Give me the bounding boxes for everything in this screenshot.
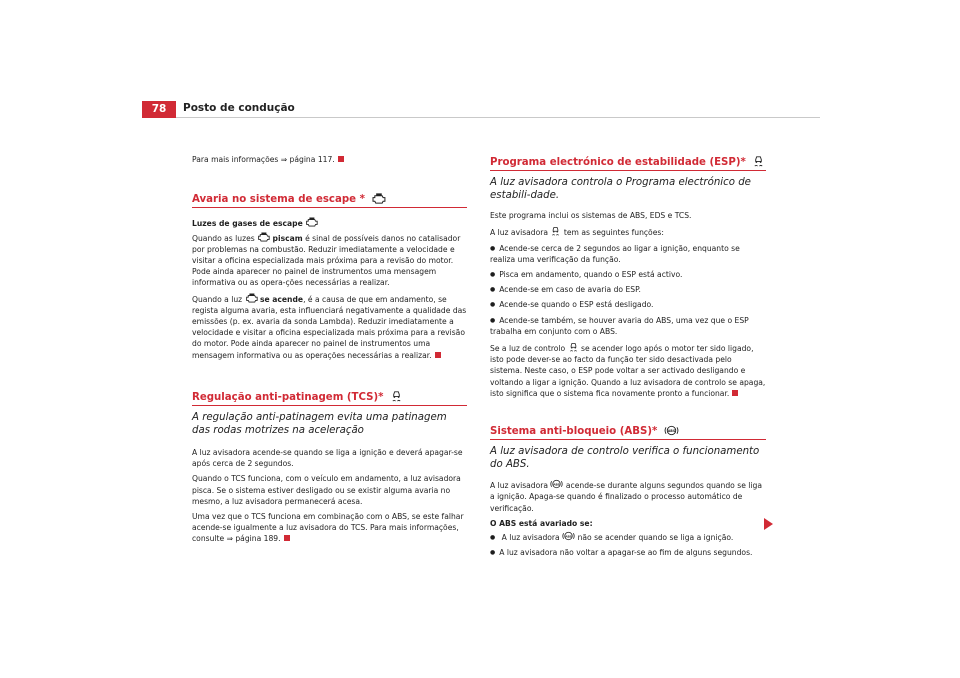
esp-paragraph-3 [490, 341, 766, 399]
esp-p2-start: A luz avisadora [490, 228, 549, 238]
skid-car-icon [390, 389, 403, 402]
abs-paragraph-1 [490, 479, 766, 514]
abs-b1-rest: não se acender quando se liga a ignição. [577, 533, 734, 543]
esp-bullet-list [490, 243, 766, 337]
page-number: 78 [142, 101, 176, 118]
skid-car-icon [568, 341, 579, 352]
tcs-heading-text: Regulação anti-patinagem (TCS)* [192, 391, 384, 403]
exhaust-p1-bold: piscam [272, 233, 303, 243]
page-title: Posto de condução [183, 102, 295, 114]
engine-warning-icon [305, 217, 318, 227]
list-item [490, 531, 766, 543]
exhaust-p1-start: Quando as luzes [192, 233, 255, 243]
exhaust-heading-text: Avaria no sistema de escape * [192, 194, 365, 206]
esp-p3-rest: se acender logo após o motor ter sido ligado, isto pode dever-se ao facto da função ter sido desactivada pelo sistema. Neste caso, o ESP pode voltar a ser activado desligando e voltando a ligar a ignição. Quando a luz avisadora de controlo se apaga, isto significa que o sistema fica novamente pronto a funcionar. [490, 344, 766, 398]
list-item: ● A luz avisadora não voltar a apagar-se ao fim de alguns segundos. [490, 547, 766, 558]
list-item: ● Acende-se em caso de avaria do ESP. [490, 284, 766, 295]
abs-p1-rest: acende-se durante alguns segundos quando se liga a ignição. Apaga-se quando é finalizado o processo automático de verificação. [490, 481, 762, 513]
exhaust-paragraph-1 [192, 232, 467, 289]
abs-p1-start: A luz avisadora [490, 481, 549, 491]
engine-warning-icon [257, 232, 270, 242]
list-item: ● Acende-se também, se houver avaria do ABS, uma vez que o ESP trabalha em conjunto com o ABS. [490, 315, 766, 337]
tcs-p3-text: Uma vez que o TCS funciona em combinação com o ABS, se este falhar acende-se igualmente a luz avisadora do TCS. Para mais informações, consulte ⇒ página 189. [192, 512, 464, 544]
exhaust-sub-label: Luzes de gases de escape [192, 219, 303, 229]
esp-paragraph-1: Este programa inclui os sistemas de ABS, EDS e TCS. [490, 211, 692, 221]
abs-heading-text: Sistema anti-bloqueio (ABS)* [490, 426, 658, 438]
header-divider [176, 117, 820, 118]
exhaust-sub [192, 217, 467, 229]
end-marker [732, 390, 738, 396]
abs-icon [550, 479, 563, 489]
engine-warning-icon [245, 293, 258, 303]
esp-p3-start: Se a luz de controlo [490, 344, 566, 354]
list-item: ● Acende-se cerca de 2 segundos ao ligar a ignição, enquanto se realiza uma verificação da função. [490, 243, 766, 265]
engine-warning-icon [371, 193, 386, 204]
abs-icon [562, 531, 575, 541]
tcs-paragraph-1: A luz avisadora acende-se quando se liga a ignição e deverá apagar-se após cerca de 2 segundos. [192, 448, 463, 469]
end-marker [338, 156, 344, 162]
esp-paragraph-2 [490, 225, 766, 238]
abs-fault-label: O ABS está avariado se: [490, 518, 593, 528]
esp-heading-text: Programa electrónico de estabilidade (ESP)* [490, 157, 746, 168]
tcs-paragraph-3 [192, 511, 467, 545]
exhaust-p1-rest: é sinal de possíveis danos no catalisador por problemas na combustão. Reduzir imediatamente a velocidade e visitar a oficina especializada mais próxima para a revisão do motor. Pode ainda aparecer no painel de instrumentos uma mensagem informativa ou as opera-ções necessárias a realizar. [192, 233, 461, 288]
skid-car-icon [550, 225, 561, 236]
list-item: ● Acende-se quando o ESP está desligado. [490, 299, 766, 310]
skid-car-icon [752, 154, 765, 167]
esp-heading [490, 154, 766, 171]
right-column [490, 154, 766, 562]
exhaust-p2-rest: , é a causa de que em andamento, se regista alguma avaria, esta influenciará negativamente a qualidade das emissões (p. ex. avaria da sonda Lambda). Reduzir imediatamente a velocidade e visitar a oficina especializada mais próxima para a revisão do motor. Pode ainda aparecer no painel de instrumentos uma mensagem informativa ou as operações necessárias a realizar. [192, 294, 467, 360]
exhaust-p2-start: Quando a luz [192, 294, 243, 304]
esp-p2-rest: tem as seguintes funções: [563, 228, 664, 238]
left-column [192, 154, 467, 549]
end-marker [435, 352, 441, 358]
exhaust-p2-bold: se acende [259, 294, 304, 304]
list-item: ● Pisca em andamento, quando o ESP está activo. [490, 269, 766, 280]
end-marker [284, 535, 290, 541]
intro-text: Para mais informações ⇒ página 117. [192, 155, 335, 164]
tcs-subtitle: A regulação anti-patinagem evita uma patinagem das rodas motrizes na aceleração [192, 412, 447, 437]
tcs-heading [192, 389, 467, 406]
abs-icon [664, 425, 679, 436]
abs-b1-start: A luz avisadora [501, 533, 560, 543]
abs-heading [490, 425, 766, 440]
tcs-paragraph-2: Quando o TCS funciona, com o veículo em andamento, a luz avisadora pisca. Se o sistema estiver desligado ou se existir alguma avaria no mesmo, a luz avisadora permanecerá acesa. [192, 474, 461, 506]
abs-subtitle: A luz avisadora de controlo verifica o funcionamento do ABS. [490, 446, 760, 471]
exhaust-heading [192, 193, 467, 208]
next-page-arrow-icon [764, 518, 773, 530]
exhaust-paragraph-2 [192, 293, 467, 361]
intro-paragraph [192, 154, 467, 165]
esp-subtitle: A luz avisadora controla o Programa electrónico de estabili-dade. [490, 177, 751, 202]
